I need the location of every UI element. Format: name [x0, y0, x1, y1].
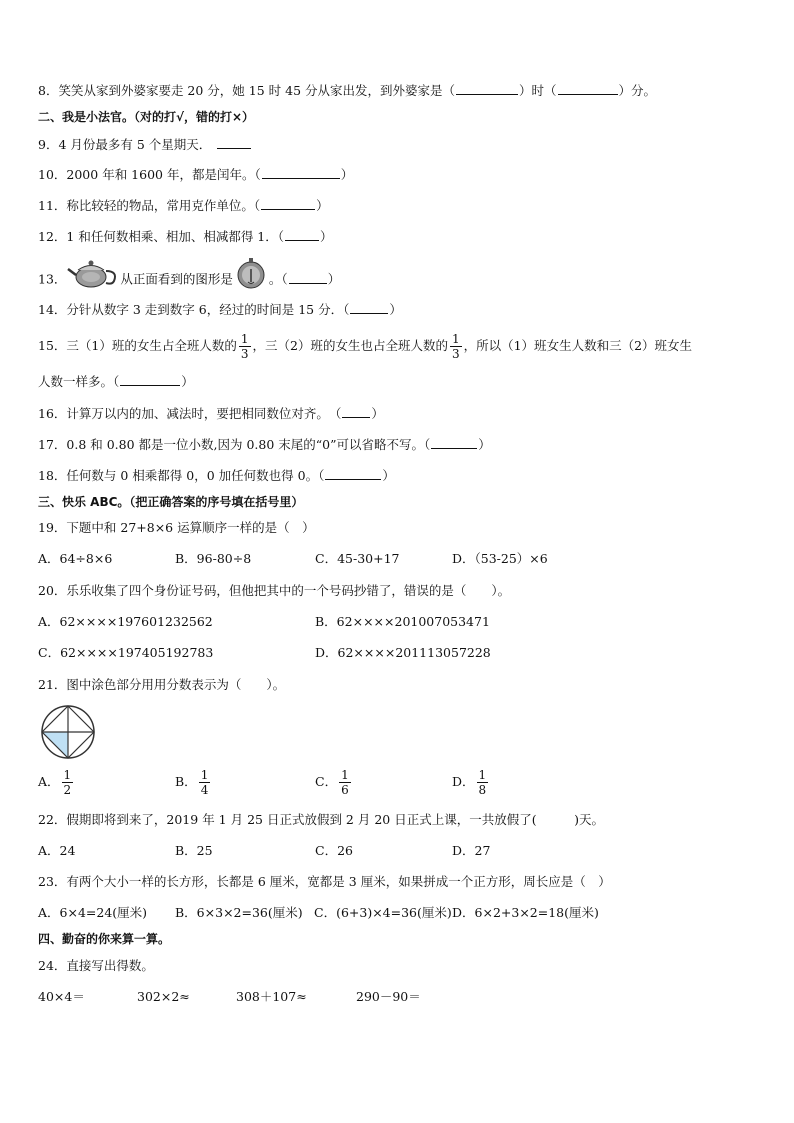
answer-blank[interactable] — [456, 82, 518, 95]
question-19: 19．下题中和 27+8×6 运算顺序一样的是（ ） — [38, 520, 315, 535]
question-8: 8．笑笑从家到外婆家要走 20 分，她 15 时 45 分从家出发，到外婆家是（ ）时（ ）分。 — [38, 83, 657, 98]
answer-blank[interactable] — [120, 373, 180, 386]
question-22: 22．假期即将到来了，2019 年 1 月 25 日正式放假到 2 月 20 日正式上课，一共放假了( )天。 — [38, 812, 604, 827]
question-12: 12．1 和任何数相乘、相加、相减都得 1．（ ） — [38, 229, 333, 244]
option-d[interactable]: D． $\frac{1}{8}$ — [452, 768, 487, 797]
option-b[interactable]: B．62××××201007053471 — [315, 614, 490, 629]
option-d[interactable]: D．6×2+3×2=18(厘米) — [452, 905, 599, 920]
answer-blank[interactable] — [350, 301, 388, 314]
answer-blank[interactable] — [342, 405, 370, 418]
question-18: 18．任何数与 0 相乘都得 0，0 加任何数也得 0。（ ） — [38, 468, 395, 483]
answer-blank[interactable] — [262, 166, 340, 179]
question-9: 9．4 月份最多有 5 个星期天． — [38, 136, 252, 154]
answer-blank[interactable] — [289, 271, 327, 284]
answer-blank[interactable] — [431, 436, 477, 449]
option-d[interactable]: D．（53-25）×6 — [452, 551, 548, 566]
calc-item: 308＋107≈ — [236, 989, 307, 1004]
question-21: 21．图中涂色部分用用分数表示为（ ）。 — [38, 677, 286, 692]
option-a[interactable]: A． $\frac{1}{2}$ — [38, 768, 72, 797]
option-b[interactable]: B．6×3×2=36(厘米) — [175, 905, 303, 920]
answer-blank[interactable] — [285, 228, 319, 241]
question-17: 17．0.8 和 0.80 都是一位小数,因为 0.80 末尾的“0”可以省略不写。（ ） — [38, 437, 491, 452]
section-2-heading: 二、我是小法官。（对的打√，错的打×） — [38, 110, 255, 124]
question-14: 14．分针从数字 3 走到数字 6，经过的时间是 15 分．（ ） — [38, 302, 402, 317]
option-c[interactable]: C．(6+3)×4=36(厘米) — [314, 905, 452, 920]
option-d[interactable]: D．27 — [452, 843, 491, 858]
option-c[interactable]: C．45-30+17 — [315, 551, 400, 566]
question-20: 20．乐乐收集了四个身份证号码，但他把其中的一个号码抄错了，错误的是（ ）。 — [38, 583, 511, 598]
fraction: $\frac{1}{3}$ — [240, 332, 249, 361]
answer-blank[interactable] — [217, 136, 251, 149]
option-a[interactable]: A．24 — [38, 843, 76, 858]
option-b[interactable]: B．25 — [175, 843, 213, 858]
option-b[interactable]: B．96-80÷8 — [175, 551, 252, 566]
teapot-icon — [66, 257, 120, 303]
fraction: $\frac{1}{3}$ — [451, 332, 460, 361]
option-b[interactable]: B． $\frac{1}{4}$ — [175, 768, 209, 797]
question-13: 13． 从正面看到的图形是 。（ ） — [38, 256, 340, 304]
answer-blank[interactable] — [325, 467, 381, 480]
option-a[interactable]: A．62××××197601232562 — [38, 614, 213, 629]
section-3-heading: 三、快乐 ABC。（把正确答案的序号填在括号里） — [38, 495, 304, 509]
answer-blank[interactable] — [558, 82, 618, 95]
option-d[interactable]: D．62××××201113057228 — [315, 645, 491, 660]
question-15: 15．三（1）班的女生占全班人数的 $\frac{1}{3}$ ，三（2）班的女生也占全班人数的 $\frac{1}{3}$ ，所以（1）班女生人数和三（2）班女生 — [38, 332, 693, 361]
question-23: 23．有两个大小一样的长方形，长都是 6 厘米，宽都是 3 厘米，如果拼成一个正方形，周长应是（ ） — [38, 874, 611, 889]
calc-item: 290－90＝ — [356, 989, 421, 1004]
option-c[interactable]: C．62××××197405192783 — [38, 645, 214, 660]
question-11: 11．称比较轻的物品，常用克作单位。（ ） — [38, 198, 329, 213]
section-4-heading: 四、勤奋的你来算一算。 — [38, 932, 171, 946]
question-24: 24．直接写出得数。 — [38, 958, 154, 973]
answer-blank[interactable] — [261, 197, 315, 210]
question-15-line-2: 人数一样多。（ ） — [38, 374, 194, 389]
option-a[interactable]: A．64÷8×6 — [38, 551, 113, 566]
option-a[interactable]: A．6×4=24(厘米) — [38, 905, 148, 920]
shaded-circle-figure — [40, 704, 96, 763]
calc-item: 302×2≈ — [137, 989, 190, 1004]
calc-item: 40×4＝ — [38, 989, 85, 1004]
teapot-front-view-icon — [235, 256, 267, 304]
question-10: 10．2000 年和 1600 年，都是闰年。（ ） — [38, 167, 354, 182]
question-16: 16．计算万以内的加、减法时，要把相同数位对齐。 （ ） — [38, 406, 384, 421]
option-c[interactable]: C．26 — [315, 843, 353, 858]
option-c[interactable]: C． $\frac{1}{6}$ — [315, 768, 349, 797]
